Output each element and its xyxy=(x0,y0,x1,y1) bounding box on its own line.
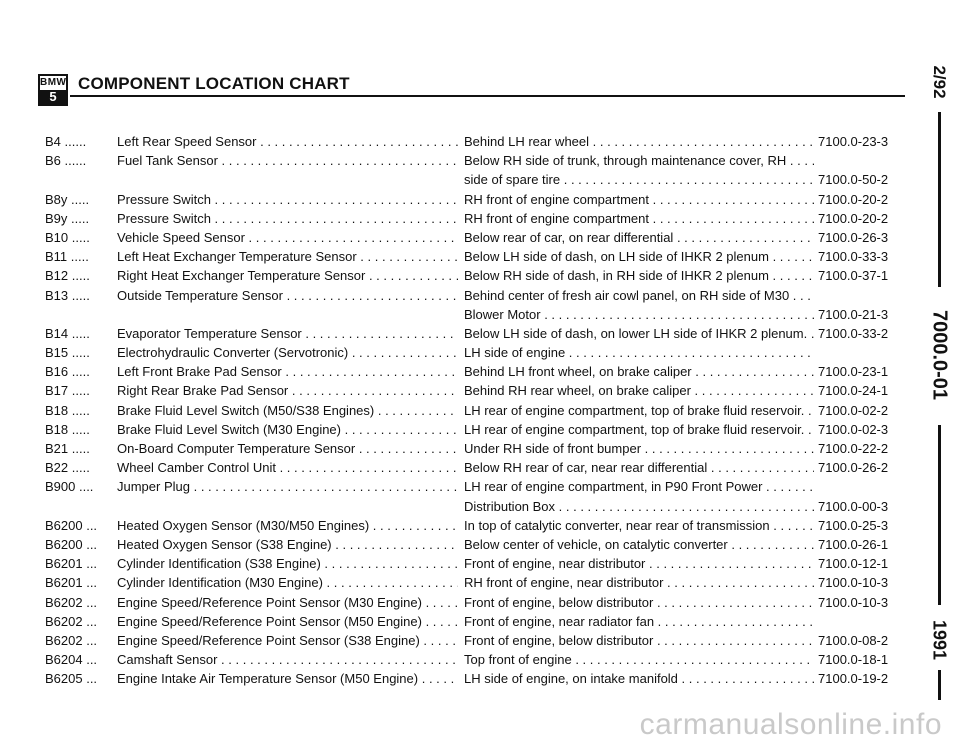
component-location: RH front of engine compartment . . . xyxy=(464,192,814,207)
page-reference: 7100.0-33-3 xyxy=(818,249,889,265)
component-name: Engine Intake Air Temperature Sensor (M50 Engine) . . . xyxy=(117,671,458,686)
component-code-cell xyxy=(45,650,117,669)
page-reference-cell xyxy=(818,573,898,592)
component-location-cell xyxy=(464,266,814,285)
component-location: LH rear of engine compartment, in P90 Front Power . . . xyxy=(464,479,814,494)
component-name-cell xyxy=(117,669,458,688)
page-reference: 7100.0-37-1 xyxy=(818,268,889,284)
component-name-cell xyxy=(117,151,458,170)
list-item xyxy=(45,247,895,266)
component-name: Camshaft Sensor . . . xyxy=(117,652,458,667)
component-code-cell xyxy=(45,401,117,420)
component-location-cell xyxy=(464,170,814,189)
component-location-cell xyxy=(464,151,814,170)
component-location-cell xyxy=(464,209,814,228)
component-name: Pressure Switch . . . xyxy=(117,211,458,226)
component-location-cell xyxy=(464,381,814,400)
component-code-cell xyxy=(45,631,117,650)
component-name-cell xyxy=(117,554,458,573)
page-reference: 7100.0-20-2 xyxy=(818,210,889,226)
component-code: B17 ..... xyxy=(45,383,90,399)
component-name-cell xyxy=(117,343,458,362)
component-name: Right Rear Brake Pad Sensor . . . xyxy=(117,383,458,398)
component-location-cell xyxy=(464,343,814,362)
component-location: LH side of engine, on intake manifold . . . xyxy=(464,671,814,686)
component-code: B6205 ... xyxy=(45,671,98,687)
component-location: LH side of engine . . . xyxy=(464,345,814,360)
component-name-cell xyxy=(117,631,458,650)
page-title: COMPONENT LOCATION CHART xyxy=(78,74,350,93)
component-location: Behind LH front wheel, on brake caliper . . . xyxy=(464,364,814,379)
list-item xyxy=(45,228,895,247)
component-location: Front of engine, near radiator fan . . . xyxy=(464,614,814,629)
list-item xyxy=(45,593,895,612)
component-location: Below RH side of trunk, through maintenance cover, RH . . . xyxy=(464,153,814,168)
component-code-cell xyxy=(45,151,117,170)
component-name: Fuel Tank Sensor . . . xyxy=(117,153,458,168)
page-reference-cell xyxy=(818,362,898,381)
bmw-5-series-logo xyxy=(38,74,68,106)
component-name: Outside Temperature Sensor . . . xyxy=(117,288,458,303)
component-location-cell xyxy=(464,420,814,439)
component-location: Front of engine, below distributor . . . xyxy=(464,595,814,610)
page-reference: 7100.0-00-3 xyxy=(818,498,889,514)
page-reference-cell xyxy=(818,554,898,573)
component-name: Engine Speed/Reference Point Sensor (M50 Engine) . . . xyxy=(117,614,458,629)
page-reference-cell xyxy=(818,247,898,266)
margin-rule xyxy=(938,670,941,700)
component-location: RH front of engine, near distributor . . . xyxy=(464,575,814,590)
component-code: B21 ..... xyxy=(45,441,90,456)
page-reference-cell xyxy=(818,170,898,189)
page-reference: 7100.0-12-1 xyxy=(818,556,889,572)
component-code-cell xyxy=(45,343,117,362)
page-reference: 7100.0-02-2 xyxy=(818,402,889,418)
list-item xyxy=(45,324,895,343)
revision-date: 2/92 xyxy=(930,65,949,99)
component-code-cell xyxy=(45,477,117,496)
component-location: Below rear of car, on rear differential . . . xyxy=(464,230,814,245)
component-name-cell xyxy=(117,381,458,400)
list-item xyxy=(45,266,895,285)
component-code-cell xyxy=(45,324,117,343)
component-location-cell xyxy=(464,497,814,516)
list-item xyxy=(45,535,895,554)
page-reference: 7100.0-08-2 xyxy=(818,632,889,648)
page-reference: 7100.0-25-3 xyxy=(818,517,889,533)
component-name-cell xyxy=(117,190,458,209)
page-reference-cell xyxy=(818,324,898,343)
component-code-cell xyxy=(45,362,117,381)
list-item xyxy=(45,458,895,477)
component-code-cell xyxy=(45,458,117,477)
component-name-cell xyxy=(117,612,458,631)
component-name: Heated Oxygen Sensor (S38 Engine) . . . xyxy=(117,537,458,552)
component-code: B6204 ... xyxy=(45,652,98,668)
model-year: 1991 xyxy=(929,619,950,661)
list-item xyxy=(45,132,895,151)
list-item xyxy=(45,209,895,228)
component-location-cell xyxy=(464,535,814,554)
list-item xyxy=(45,286,895,305)
page-reference-cell xyxy=(818,516,898,535)
component-code-cell xyxy=(45,593,117,612)
component-name: Left Rear Speed Sensor . . . xyxy=(117,134,458,149)
list-item xyxy=(45,631,895,650)
list-item xyxy=(45,554,895,573)
component-code: B4 ...... xyxy=(45,134,87,149)
component-location-cell xyxy=(464,573,814,592)
component-code-cell xyxy=(45,132,117,151)
component-code-cell xyxy=(45,209,117,228)
page-reference-cell xyxy=(818,381,898,400)
page-reference-cell xyxy=(818,132,898,151)
component-location-cell xyxy=(464,516,814,535)
list-item xyxy=(45,343,895,362)
component-name: On-Board Computer Temperature Sensor . . . xyxy=(117,441,458,456)
component-location: Behind RH rear wheel, on brake caliper . . . xyxy=(464,383,814,398)
component-name-cell xyxy=(117,477,458,496)
component-location-cell xyxy=(464,439,814,458)
component-location: Below RH rear of car, near rear differential . . . xyxy=(464,460,814,475)
component-code: B6201 ... xyxy=(45,556,98,572)
page-reference-cell xyxy=(818,439,898,458)
component-name-cell xyxy=(117,535,458,554)
page-reference-cell xyxy=(818,593,898,612)
component-location: Under RH side of front bumper . . . xyxy=(464,441,814,456)
component-name-cell xyxy=(117,247,458,266)
component-code-cell xyxy=(45,286,117,305)
component-location: Below LH side of dash, on LH side of IHKR 2 plenum . . . xyxy=(464,249,814,264)
page-reference-cell xyxy=(818,669,898,688)
component-name-cell xyxy=(117,573,458,592)
component-name: Electrohydraulic Converter (Servotronic) . . . xyxy=(117,345,458,360)
page-reference: 7100.0-18-1 xyxy=(818,652,889,668)
component-code: B6200 ... xyxy=(45,536,98,552)
component-location: Distribution Box . . . xyxy=(464,499,814,514)
component-name: Left Front Brake Pad Sensor . . . xyxy=(117,364,458,379)
component-location-cell xyxy=(464,132,814,151)
component-code-cell xyxy=(45,228,117,247)
component-location-cell xyxy=(464,228,814,247)
component-name: Cylinder Identification (M30 Engine) . . . xyxy=(117,575,458,590)
component-code: B10 ..... xyxy=(45,229,90,245)
list-item xyxy=(45,669,895,688)
page-reference: 7100.0-19-2 xyxy=(818,671,889,687)
component-code: B6 ...... xyxy=(45,153,87,169)
page-reference: 7100.0-21-3 xyxy=(818,306,889,322)
logo-series: 5 xyxy=(49,89,57,104)
component-location: In top of catalytic converter, near rear of transmission . . . xyxy=(464,518,814,533)
component-name-cell xyxy=(117,420,458,439)
component-location: Front of engine, near distributor . . . xyxy=(464,556,814,571)
page-reference: 7100.0-23-3 xyxy=(818,134,889,149)
component-code: B18 ..... xyxy=(45,421,90,437)
component-name: Heated Oxygen Sensor (M30/M50 Engines) . . . xyxy=(117,518,458,533)
list-item xyxy=(45,401,895,420)
component-name-cell xyxy=(117,132,458,151)
component-location: Behind center of fresh air cowl panel, on RH side of M30 . . . xyxy=(464,288,814,303)
component-code: B12 ..... xyxy=(45,268,90,284)
component-code-cell xyxy=(45,554,117,573)
component-code: B6202 ... xyxy=(45,613,98,629)
component-location: side of spare tire . . . xyxy=(464,172,814,187)
page-reference: 7100.0-33-2 xyxy=(818,325,889,341)
component-location-cell xyxy=(464,190,814,209)
component-location: RH front of engine compartment . . . xyxy=(464,211,814,226)
margin-rule xyxy=(938,425,941,605)
list-item xyxy=(45,151,895,170)
component-location: Behind LH rear wheel . . . xyxy=(464,134,814,149)
page-reference: 7100.0-24-1 xyxy=(818,383,889,399)
page-reference-cell xyxy=(818,228,898,247)
margin-rule xyxy=(938,112,941,287)
component-name-cell xyxy=(117,650,458,669)
component-location: Front of engine, below distributor . . . xyxy=(464,633,814,648)
page-reference: 7100.0-23-1 xyxy=(818,364,889,380)
page-reference-cell xyxy=(818,535,898,554)
page-reference: 7100.0-26-3 xyxy=(818,229,889,245)
component-location-cell xyxy=(464,650,814,669)
list-item xyxy=(45,381,895,400)
component-name: Jumper Plug . . . xyxy=(117,479,458,494)
component-code-cell xyxy=(45,439,117,458)
component-name-cell xyxy=(117,458,458,477)
component-code: B6200 ... xyxy=(45,517,98,533)
component-name-cell xyxy=(117,516,458,535)
component-code: B11 ..... xyxy=(45,249,89,265)
watermark: carmanualsonline.info xyxy=(639,708,942,741)
component-code-cell xyxy=(45,381,117,400)
list-item xyxy=(45,516,895,535)
component-name: Engine Speed/Reference Point Sensor (S38 Engine) . . . xyxy=(117,633,458,648)
component-code: B6202 ... xyxy=(45,594,98,610)
component-name: Vehicle Speed Sensor . . . xyxy=(117,230,458,245)
list-item xyxy=(45,190,895,209)
component-location: Below RH side of dash, in RH side of IHKR 2 plenum . . . xyxy=(464,268,814,283)
page-reference: 7100.0-50-2 xyxy=(818,172,889,188)
title-rule xyxy=(70,95,905,97)
component-name: Engine Speed/Reference Point Sensor (M30 Engine) . . . xyxy=(117,595,458,610)
component-code: B14 ..... xyxy=(45,325,90,341)
page-reference: 7100.0-10-3 xyxy=(818,575,889,591)
component-location-cell xyxy=(464,286,814,305)
component-location-cell xyxy=(464,324,814,343)
component-name-cell xyxy=(117,439,458,458)
page-reference-cell xyxy=(818,458,898,477)
component-code-cell xyxy=(45,573,117,592)
list-item xyxy=(45,573,895,592)
page-reference-cell xyxy=(818,190,898,209)
component-code-cell xyxy=(45,516,117,535)
page-reference-cell xyxy=(818,420,898,439)
component-name: Brake Fluid Level Switch (M50/S38 Engines) . . . xyxy=(117,403,458,418)
page-reference: 7100.0-02-3 xyxy=(818,421,889,437)
page-reference: 7100.0-20-2 xyxy=(818,191,889,207)
component-location-cell xyxy=(464,362,814,381)
component-location: Blower Motor . . . xyxy=(464,307,814,322)
component-name-cell xyxy=(117,266,458,285)
page-reference-cell xyxy=(818,497,898,516)
component-code-cell xyxy=(45,266,117,285)
component-code: B16 ..... xyxy=(45,364,90,380)
component-code: B9y ..... xyxy=(45,210,90,226)
component-location-cell xyxy=(464,593,814,612)
component-code-cell xyxy=(45,669,117,688)
component-name-cell xyxy=(117,401,458,420)
logo-brand: BMW xyxy=(40,77,67,88)
list-item xyxy=(45,497,895,516)
page-reference-cell xyxy=(818,631,898,650)
list-item xyxy=(45,612,895,631)
page-reference-cell xyxy=(818,305,898,324)
component-code: B900 .... xyxy=(45,479,94,495)
list-item xyxy=(45,650,895,669)
page-reference: 7100.0-26-2 xyxy=(818,460,889,476)
component-name: Pressure Switch . . . xyxy=(117,192,458,207)
component-location-cell xyxy=(464,247,814,266)
list-item xyxy=(45,362,895,381)
page-reference-cell xyxy=(818,266,898,285)
component-name: Cylinder Identification (S38 Engine) . . . xyxy=(117,556,458,571)
component-location: Below center of vehicle, on catalytic converter . . . xyxy=(464,537,814,552)
list-item xyxy=(45,439,895,458)
component-location: Top front of engine . . . xyxy=(464,652,814,667)
list-item xyxy=(45,420,895,439)
component-location-cell xyxy=(464,305,814,324)
page-reference-cell xyxy=(818,650,898,669)
page-reference-cell xyxy=(818,209,898,228)
component-location: LH rear of engine compartment, top of brake fluid reservoir. . . . xyxy=(464,403,814,418)
page-reference: 7100.0-26-1 xyxy=(818,536,889,552)
component-location: LH rear of engine compartment, top of brake fluid reservoir. . . . xyxy=(464,422,814,437)
component-code: B6202 ... xyxy=(45,632,98,648)
component-name: Left Heat Exchanger Temperature Sensor . . . xyxy=(117,249,458,264)
component-code: B22 ..... xyxy=(45,460,90,476)
list-item xyxy=(45,170,895,189)
component-name-cell xyxy=(117,228,458,247)
component-code: B8y ..... xyxy=(45,191,90,207)
component-name-cell xyxy=(117,209,458,228)
component-name: Right Heat Exchanger Temperature Sensor . . . xyxy=(117,268,458,283)
component-code-cell xyxy=(45,190,117,209)
component-code: B6201 ... xyxy=(45,575,98,591)
component-name: Wheel Camber Control Unit . . . xyxy=(117,460,458,475)
component-location-cell xyxy=(464,458,814,477)
page-reference-cell xyxy=(818,401,898,420)
list-item xyxy=(45,305,895,324)
section-number: 7000.0-01 xyxy=(928,309,951,401)
component-name-cell xyxy=(117,324,458,343)
component-name-cell xyxy=(117,362,458,381)
component-location-cell xyxy=(464,631,814,650)
component-name-cell xyxy=(117,593,458,612)
component-location-cell xyxy=(464,554,814,573)
component-code: B13 ..... xyxy=(45,287,90,303)
component-code: B15 ..... xyxy=(45,345,90,361)
component-code-cell xyxy=(45,420,117,439)
component-name-cell xyxy=(117,286,458,305)
page-reference: 7100.0-22-2 xyxy=(818,441,889,456)
page-reference: 7100.0-10-3 xyxy=(818,594,889,610)
component-name: Evaporator Temperature Sensor . . . xyxy=(117,326,458,341)
component-location-cell xyxy=(464,612,814,631)
component-code: B18 ..... xyxy=(45,402,90,418)
component-code-cell xyxy=(45,535,117,554)
component-code-cell xyxy=(45,612,117,631)
component-location-list xyxy=(45,132,895,688)
component-location: Below LH side of dash, on lower LH side of IHKR 2 plenum. . . . xyxy=(464,326,814,341)
list-item xyxy=(45,477,895,496)
component-location-cell xyxy=(464,401,814,420)
component-name: Brake Fluid Level Switch (M30 Engine) . . . xyxy=(117,422,458,437)
component-location-cell xyxy=(464,669,814,688)
component-code-cell xyxy=(45,247,117,266)
component-location-cell xyxy=(464,477,814,496)
